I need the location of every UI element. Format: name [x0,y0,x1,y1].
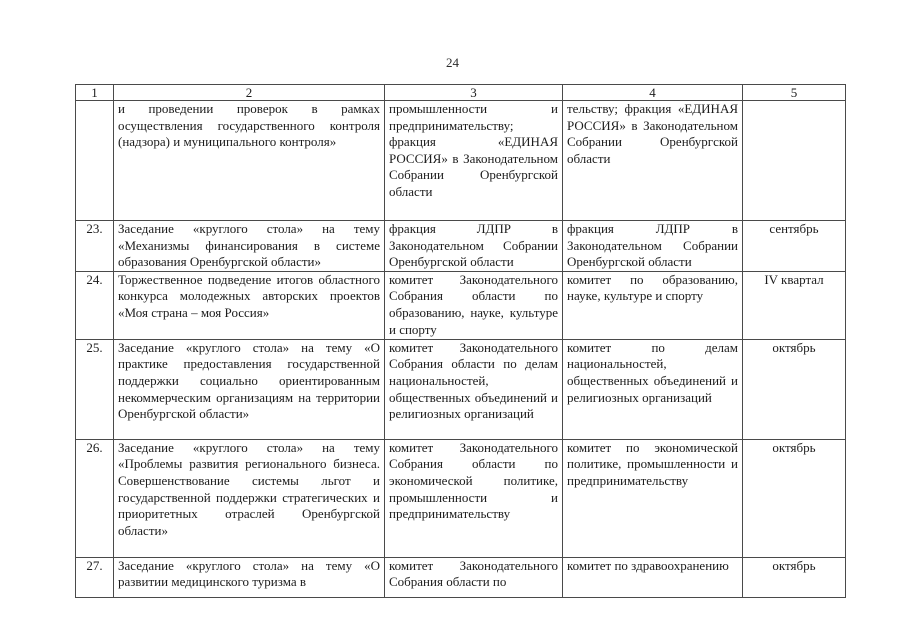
event-cell: Торжественное подведение итогов областного конкурса молодежных авторских проектов «Моя страна – моя Россия» [114,271,385,339]
table-row [76,439,846,557]
event-cell: Заседание «круглого стола» на тему «Механизмы финансирования в системе образования Оренбургской области» [114,221,385,272]
responsible-cell: комитет Законодательного Собрания области по делам национальностей, общественных объединений и религиозных организаций [385,339,563,439]
term-cell [743,101,846,221]
row-number-cell: 26. [76,439,114,557]
table-row [76,557,846,597]
row-number-cell [76,101,114,221]
table-header-row [76,85,846,101]
participants-cell: комитет по экономической политике, промышленности и предпринимательству [563,439,743,557]
table-row [76,271,846,339]
table-row [76,221,846,272]
event-cell: Заседание «круглого стола» на тему «О практике предоставления государственной поддержки социально ориентированным некоммерческим организациям на территории Оренбургской области» [114,339,385,439]
table-row-continuation [76,101,846,221]
responsible-cell: промышленности и предпринимательству; фракция «ЕДИНАЯ РОССИЯ» в Законодательном Собрании Оренбургской области [385,101,563,221]
participants-cell: комитет по образованию, науке, культуре и спорту [563,271,743,339]
column-number-header: 1 [76,85,114,101]
events-table [75,84,846,598]
responsible-cell: комитет Законодательного Собрания области по [385,557,563,597]
event-cell: Заседание «круглого стола» на тему «Проблемы развития регионального бизнеса. Совершенствование системы льгот и государственной поддержки стратегических и приоритетных отраслей Оренбургской области» [114,439,385,557]
column-participants-header: 4 [563,85,743,101]
column-responsible-header: 3 [385,85,563,101]
term-cell: сентябрь [743,221,846,272]
term-cell: октябрь [743,439,846,557]
column-event-header: 2 [114,85,385,101]
participants-cell: комитет по делам национальностей, общественных объединений и религиозных организаций [563,339,743,439]
term-cell: октябрь [743,339,846,439]
responsible-cell: фракция ЛДПР в Законодательном Собрании Оренбургской области [385,221,563,272]
page-number: 24 [446,55,459,70]
row-number-cell: 25. [76,339,114,439]
row-number-cell: 23. [76,221,114,272]
participants-cell: комитет по здравоохранению [563,557,743,597]
term-cell: октябрь [743,557,846,597]
participants-cell: тельству; фракция «ЕДИНАЯ РОССИЯ» в Законодательном Собрании Оренбургской области [563,101,743,221]
table-row [76,339,846,439]
participants-cell: фракция ЛДПР в Законодательном Собрании Оренбургской области [563,221,743,272]
column-term-header: 5 [743,85,846,101]
responsible-cell: комитет Законодательного Собрания области по образованию, науке, культуре и спорту [385,271,563,339]
event-cell: и проведении проверок в рамках осуществления государственного контроля (надзора) и муниципального контроля» [114,101,385,221]
responsible-cell: комитет Законодательного Собрания области по экономической политике, промышленности и предпринимательству [385,439,563,557]
row-number-cell: 27. [76,557,114,597]
row-number-cell: 24. [76,271,114,339]
term-cell: IV квартал [743,271,846,339]
event-cell: Заседание «круглого стола» на тему «О развитии медицинского туризма в [114,557,385,597]
